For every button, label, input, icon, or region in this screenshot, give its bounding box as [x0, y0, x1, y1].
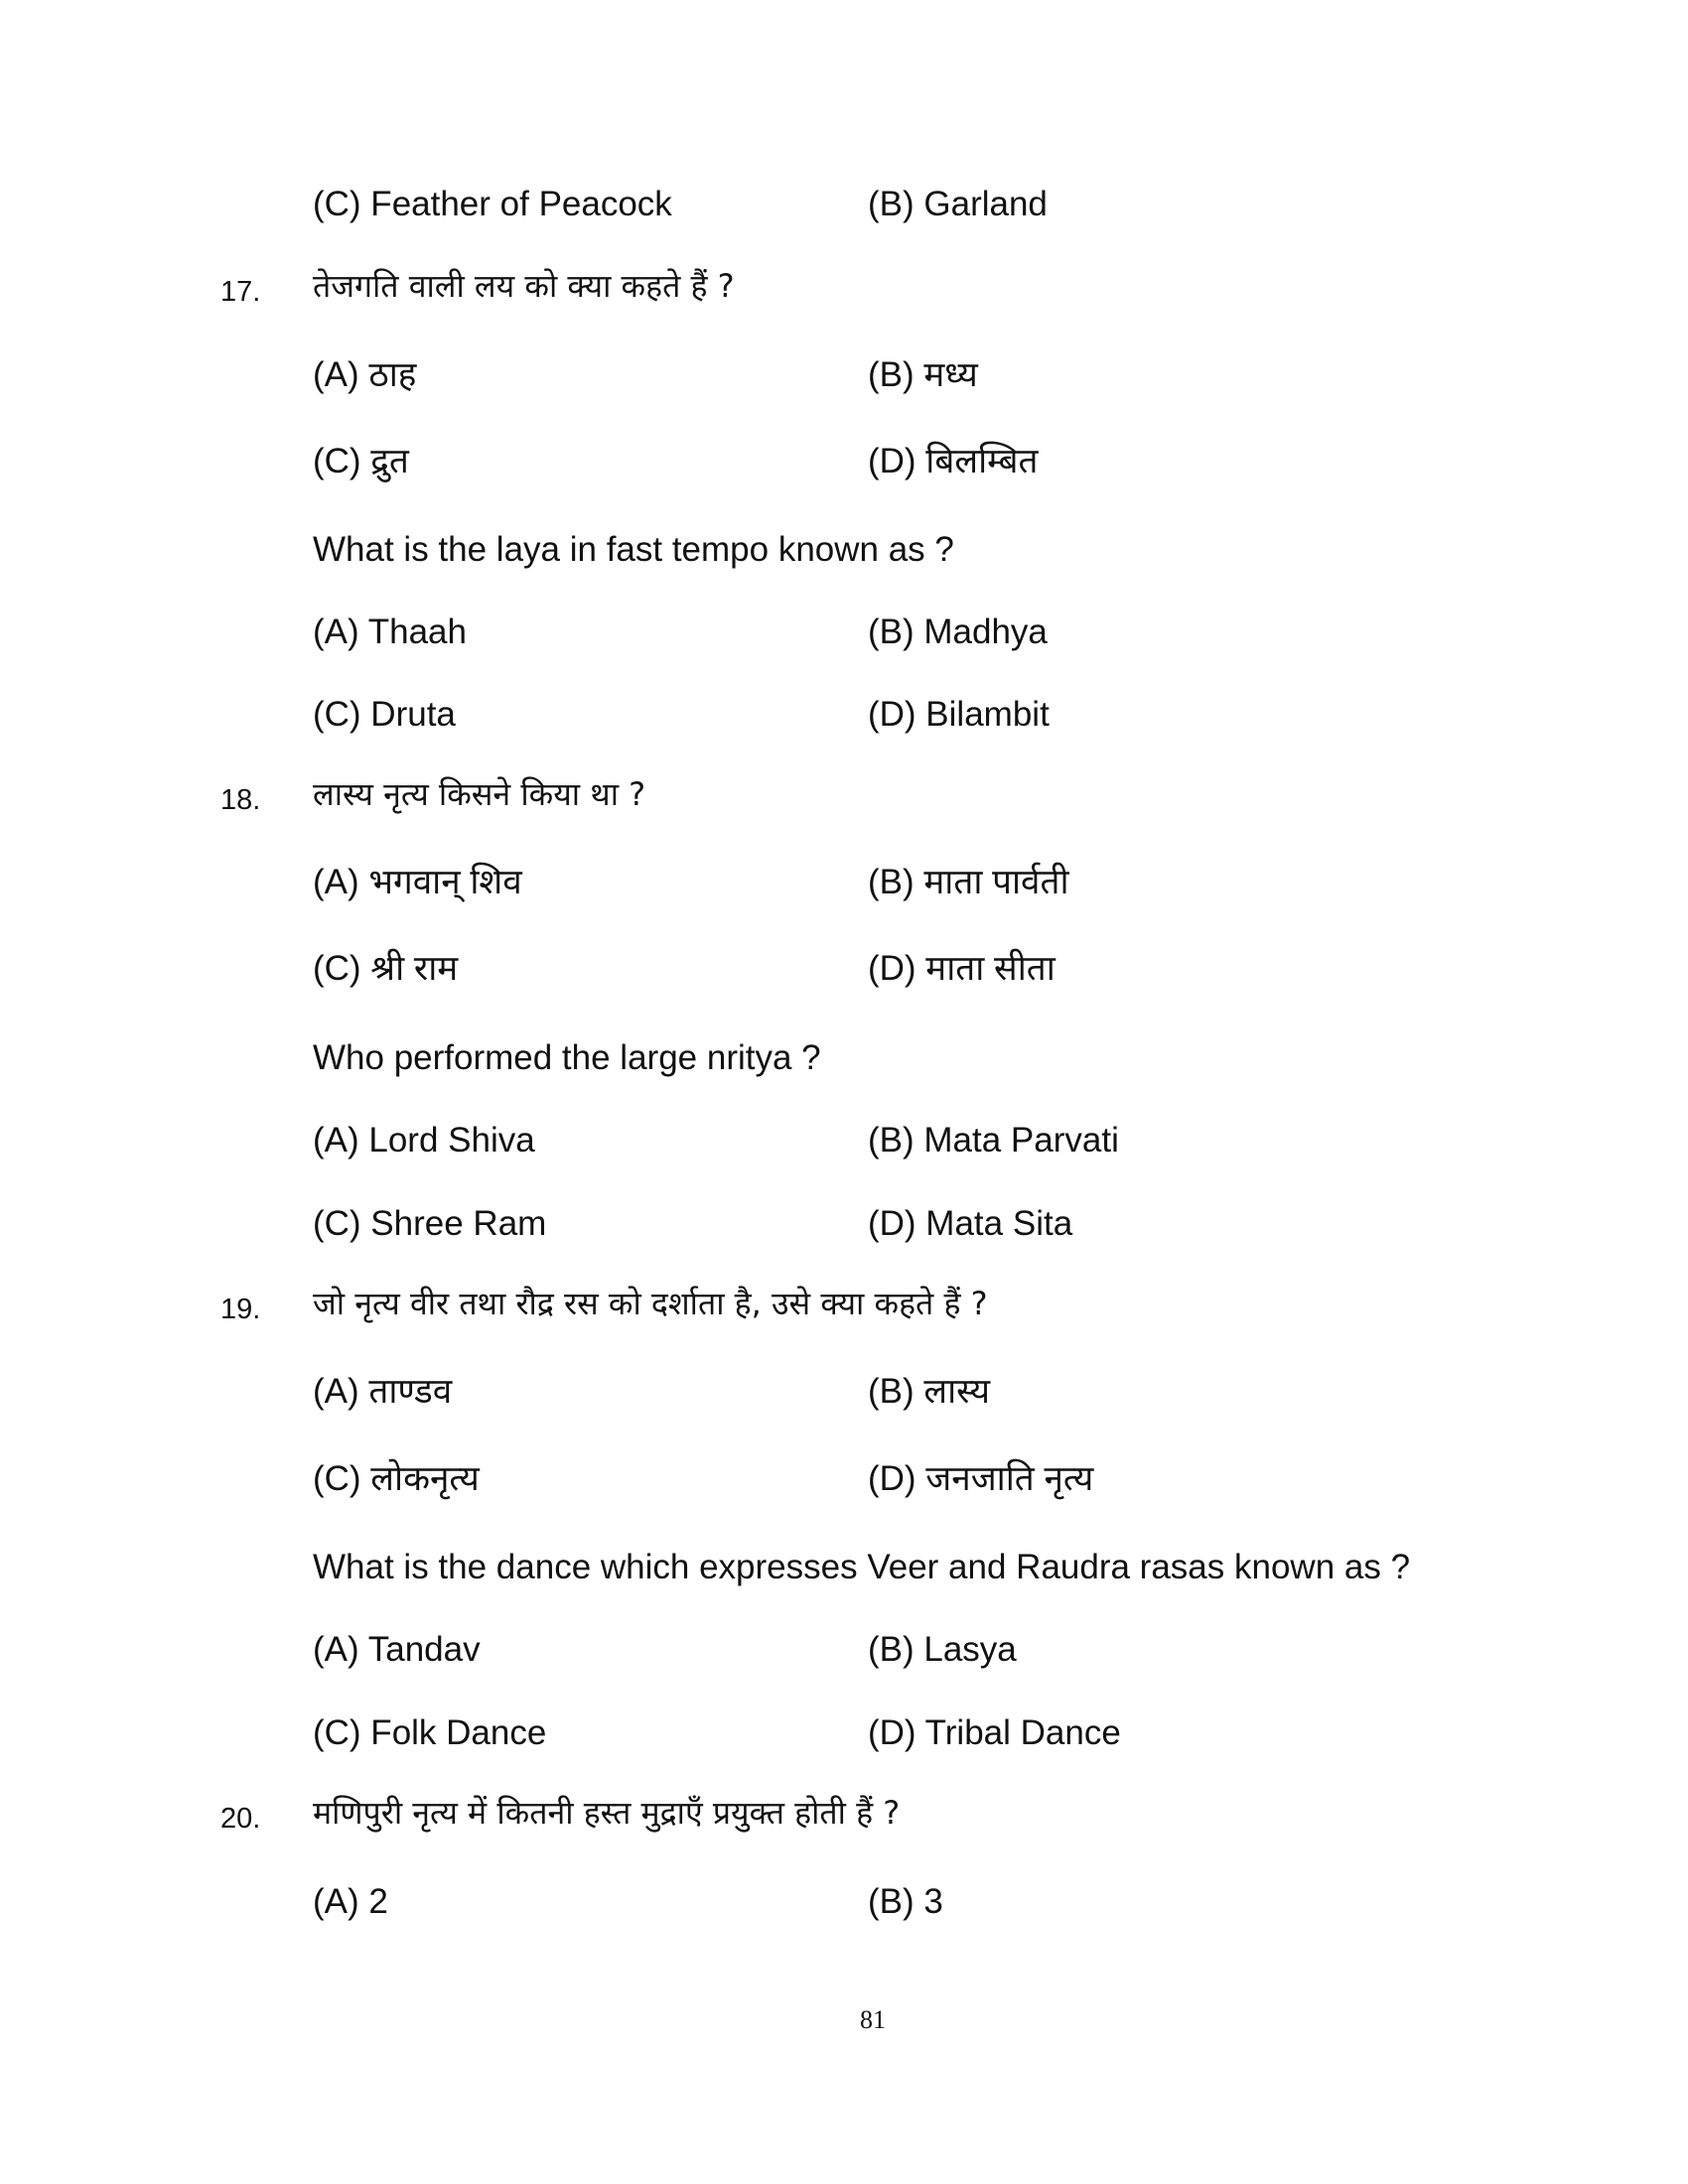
option-a-q19-hindi: (A) ताण्डव [313, 1372, 453, 1411]
option-d-q17-hindi: (D) बिलम्बित [868, 442, 1039, 480]
option-c-q17-english: (C) Druta [313, 695, 456, 734]
option-c-q18-hindi: (C) श्री राम [313, 949, 459, 988]
option-c-q19-english: (C) Folk Dance [313, 1713, 547, 1752]
option-a-q19-english: (A) Tandav [313, 1630, 481, 1669]
question-20-hindi: मणिपुरी नृत्य में कितनी हस्त मुद्राएँ प्रयुक्त होती हैं ? [313, 1794, 901, 1832]
option-c-q17-hindi: (C) द्रुत [313, 442, 409, 480]
option-b-q19-english: (B) Lasya [868, 1630, 1017, 1669]
option-d-q18-english: (D) Mata Sita [868, 1204, 1073, 1243]
option-b-q18-hindi: (B) माता पार्वती [868, 863, 1069, 901]
question-number-20: 20. [220, 1803, 261, 1835]
question-number-19: 19. [220, 1294, 261, 1325]
option-a-q17-english: (A) Thaah [313, 613, 467, 651]
option-d-q18-hindi: (D) माता सीता [868, 949, 1055, 988]
question-17-english: What is the laya in fast tempo known as ? [313, 530, 954, 569]
option-b-q16: (B) Garland [868, 185, 1048, 223]
option-a-q20: (A) 2 [313, 1882, 388, 1921]
question-18-english: Who performed the large nritya ? [313, 1038, 821, 1077]
option-c-q19-hindi: (C) लोकनृत्य [313, 1459, 480, 1498]
question-19-english: What is the dance which expresses Veer and Raudra rasas known as ? [313, 1548, 1411, 1586]
option-d-q19-english: (D) Tribal Dance [868, 1713, 1121, 1752]
option-d-q19-hindi: (D) जनजाति नृत्य [868, 1459, 1094, 1498]
option-c-q16: (C) Feather of Peacock [313, 185, 672, 223]
question-number-18: 18. [220, 784, 261, 816]
option-a-q17-hindi: (A) ठाह [313, 355, 417, 394]
option-c-q18-english: (C) Shree Ram [313, 1204, 547, 1243]
option-b-q17-hindi: (B) मध्य [868, 355, 978, 394]
question-19-hindi: जो नृत्य वीर तथा रौद्र रस को दर्शाता है, उसे क्या कहते हैं ? [313, 1285, 988, 1322]
option-b-q17-english: (B) Madhya [868, 613, 1048, 651]
question-17-hindi: तेजगति वाली लय को क्या कहते हैं ? [313, 267, 735, 305]
option-a-q18-english: (A) Lord Shiva [313, 1121, 535, 1160]
question-number-17: 17. [220, 276, 261, 308]
option-d-q17-english: (D) Bilambit [868, 695, 1050, 734]
option-b-q18-english: (B) Mata Parvati [868, 1121, 1119, 1160]
option-b-q20: (B) 3 [868, 1882, 943, 1921]
option-a-q18-hindi: (A) भगवान् शिव [313, 863, 522, 901]
question-18-hindi: लास्य नृत्य किसने किया था ? [313, 775, 646, 813]
option-b-q19-hindi: (B) लास्य [868, 1372, 991, 1411]
page-number: 81 [860, 2005, 886, 2034]
